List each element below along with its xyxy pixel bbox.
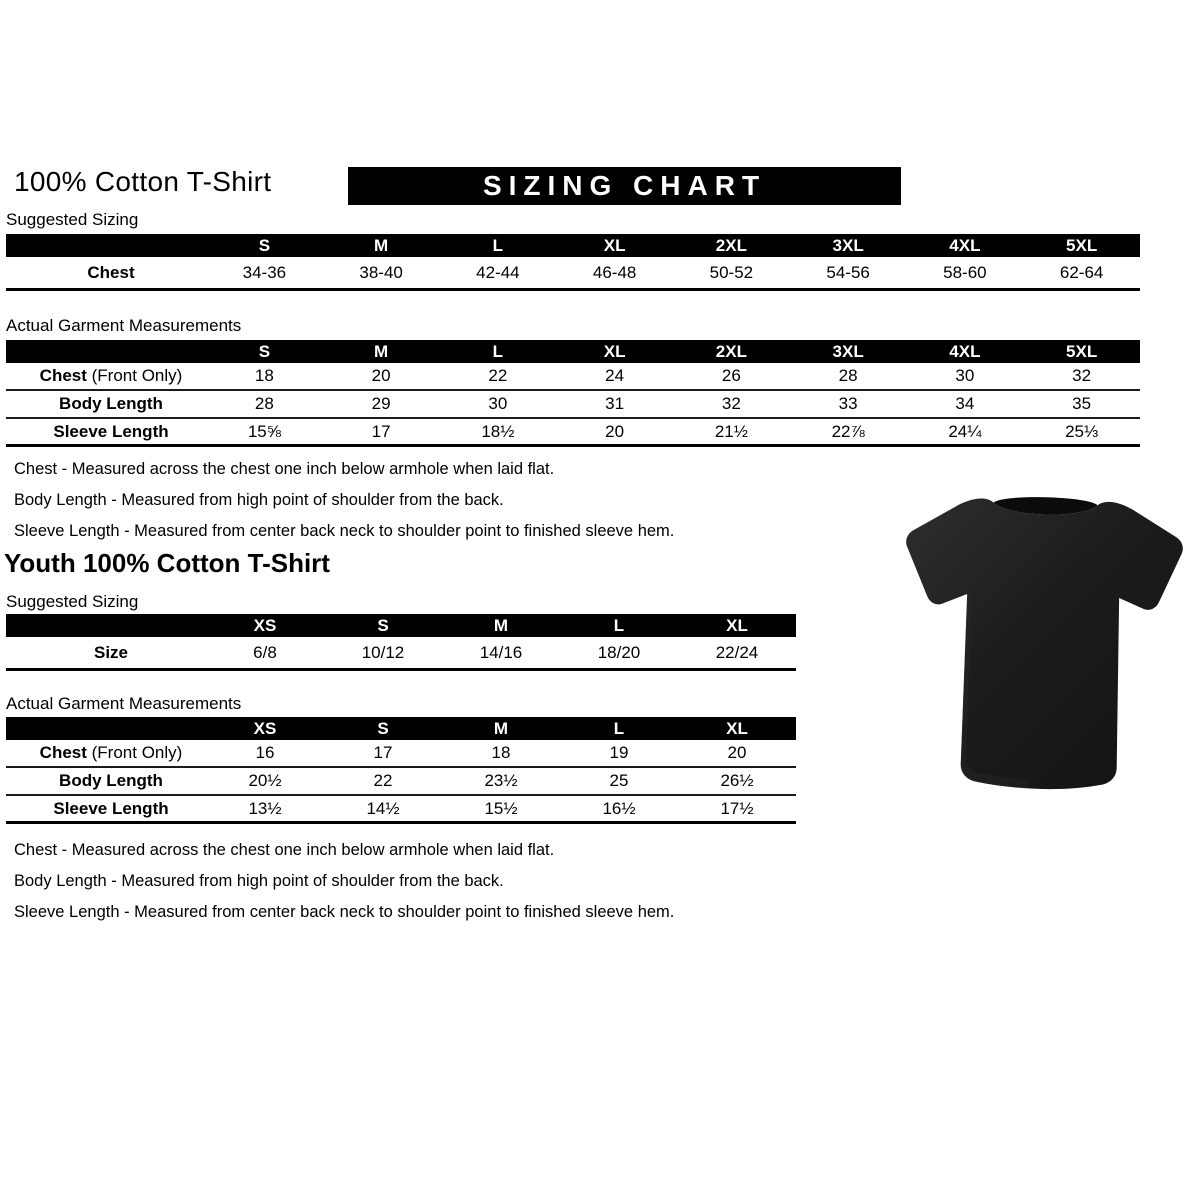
value-cell: 23½	[484, 771, 518, 790]
value-cell: 20	[727, 743, 747, 762]
note-sleeve-length: Sleeve Length - Measured from center back neck to shoulder point to finished sleeve hem.	[14, 903, 675, 921]
table-row	[6, 391, 1140, 419]
value-cell: 10/12	[361, 642, 405, 662]
value-cell: 34-36	[242, 262, 287, 282]
value-cell: 18	[491, 743, 511, 762]
youth-actual-measurements-label: Actual Garment Measurements	[6, 694, 242, 713]
value-cell: 19	[609, 743, 629, 762]
table-row	[6, 257, 1140, 291]
value-cell: 33	[838, 394, 858, 413]
size-header-cell: 4XL	[949, 235, 981, 255]
adult-measurement-notes	[14, 460, 674, 553]
value-cell: 18	[254, 366, 274, 385]
value-cell: 58-60	[943, 262, 987, 282]
row-label	[6, 366, 206, 386]
value-cell: 25⅓	[1065, 421, 1099, 441]
table-row	[6, 637, 796, 671]
youth-actual-measurements-table	[6, 717, 796, 824]
size-header-cell: L	[613, 718, 625, 738]
page-title: 100% Cotton T-Shirt	[14, 166, 272, 197]
size-header-cell: 2XL	[715, 235, 747, 255]
size-header-cell: M	[374, 341, 389, 361]
note-body-length: Body Length - Measured from high point of shoulder from the back.	[14, 491, 504, 509]
value-cell: 32	[1072, 366, 1092, 385]
value-cell: 22/24	[715, 642, 759, 662]
table-row	[6, 796, 796, 824]
table-row	[6, 740, 796, 768]
value-cell: 28	[254, 394, 274, 413]
value-cell: 32	[721, 394, 741, 413]
adult-suggested-sizing-table	[6, 234, 1140, 291]
value-cell: 24¼	[948, 421, 982, 441]
size-header-cell: XL	[603, 341, 626, 361]
value-cell: 22	[373, 771, 393, 790]
row-label	[6, 743, 206, 763]
row-label-main: Chest	[39, 743, 87, 762]
value-cell: 54-56	[826, 262, 870, 282]
youth-measurement-notes	[14, 841, 674, 934]
sizing-chart-banner: SIZING CHART	[348, 167, 901, 205]
size-header-cell: M	[493, 718, 509, 738]
size-header-cell: XS	[253, 615, 277, 635]
size-header-cell: M	[493, 615, 509, 635]
size-header-cell: 5XL	[1066, 341, 1098, 361]
value-cell: 28	[838, 366, 858, 385]
table-header-row	[6, 340, 1140, 363]
value-cell: 50-52	[709, 262, 754, 282]
value-cell: 26	[721, 366, 741, 385]
size-header-cell: L	[613, 615, 625, 635]
black-tshirt-graphic	[889, 464, 1198, 817]
value-cell: 26½	[720, 771, 754, 790]
youth-suggested-sizing-label: Suggested Sizing	[6, 592, 139, 611]
size-header-cell: 5XL	[1066, 235, 1098, 255]
note-sleeve-length: Sleeve Length - Measured from center back neck to shoulder point to finished sleeve hem.	[14, 522, 675, 540]
value-cell: 46-48	[592, 262, 637, 282]
youth-title: Youth 100% Cotton T-Shirt	[4, 548, 330, 578]
value-cell: 34	[955, 394, 975, 413]
table-header-row	[6, 614, 796, 637]
table-row	[6, 419, 1140, 447]
row-label: Sleeve Length	[53, 421, 169, 441]
note-chest: Chest - Measured across the chest one inch below armhole when laid flat.	[14, 460, 555, 478]
size-header-cell: XL	[603, 235, 626, 255]
row-label: Body Length	[59, 771, 163, 790]
value-cell: 6/8	[253, 642, 277, 662]
value-cell: 17	[371, 421, 391, 441]
value-cell: 16½	[602, 798, 636, 818]
value-cell: 13½	[248, 798, 282, 818]
value-cell: 30	[955, 366, 975, 385]
size-header-cell: L	[492, 341, 504, 361]
table-header-row	[6, 234, 1140, 257]
row-label: Chest	[87, 262, 135, 282]
adult-actual-measurements-label: Actual Garment Measurements	[6, 316, 242, 335]
value-cell: 18½	[481, 421, 515, 441]
note-body-length: Body Length - Measured from high point of shoulder from the back.	[14, 872, 504, 890]
value-cell: 16	[255, 743, 275, 762]
size-header-cell: L	[492, 235, 504, 255]
value-cell: 17	[373, 743, 393, 762]
adult-actual-measurements-table	[6, 340, 1140, 447]
value-cell: 14/16	[479, 642, 523, 662]
size-header-cell: XL	[726, 718, 748, 738]
value-cell: 20½	[248, 771, 282, 790]
value-cell: 17½	[720, 798, 754, 818]
row-label-suffix: (Front Only)	[86, 366, 183, 385]
size-header-cell: S	[377, 615, 389, 635]
value-cell: 15⅝	[247, 421, 281, 441]
value-cell: 21½	[714, 421, 748, 441]
value-cell: 38-40	[359, 262, 403, 282]
row-label-suffix: (Front Only)	[86, 743, 183, 762]
value-cell: 24	[605, 366, 625, 385]
value-cell: 62-64	[1059, 262, 1104, 282]
value-cell: 30	[488, 394, 508, 413]
value-cell: 31	[605, 394, 625, 413]
youth-suggested-sizing-table	[6, 614, 796, 671]
value-cell: 14½	[366, 798, 400, 818]
note-chest: Chest - Measured across the chest one inch below armhole when laid flat.	[14, 841, 555, 859]
value-cell: 15½	[484, 798, 518, 818]
row-label: Sleeve Length	[53, 798, 169, 818]
value-cell: 20	[371, 366, 391, 385]
size-header-cell: S	[377, 718, 389, 738]
value-cell: 18/20	[597, 642, 641, 662]
value-cell: 29	[371, 394, 391, 413]
table-row	[6, 363, 1140, 391]
size-header-cell: S	[258, 341, 271, 361]
size-header-cell: XS	[253, 718, 277, 738]
table-row	[6, 768, 796, 796]
value-cell: 42-44	[476, 262, 520, 282]
value-cell: 20	[605, 421, 625, 441]
size-header-cell: XL	[726, 615, 748, 635]
size-header-cell: 4XL	[949, 341, 981, 361]
value-cell: 25	[609, 771, 629, 790]
table-header-row	[6, 717, 796, 740]
size-header-cell: S	[258, 235, 271, 255]
row-label: Size	[93, 642, 129, 662]
size-header-cell: 3XL	[832, 341, 864, 361]
row-label-main: Chest	[39, 366, 87, 385]
adult-suggested-sizing-label: Suggested Sizing	[6, 210, 139, 229]
value-cell: 22	[488, 366, 508, 385]
row-label: Body Length	[59, 394, 163, 413]
size-header-cell: 2XL	[715, 341, 747, 361]
value-cell: 22⅞	[831, 421, 865, 441]
tshirt-icon	[889, 464, 1198, 817]
size-header-cell: 3XL	[832, 235, 864, 255]
size-header-cell: M	[374, 235, 389, 255]
value-cell: 35	[1072, 394, 1092, 413]
